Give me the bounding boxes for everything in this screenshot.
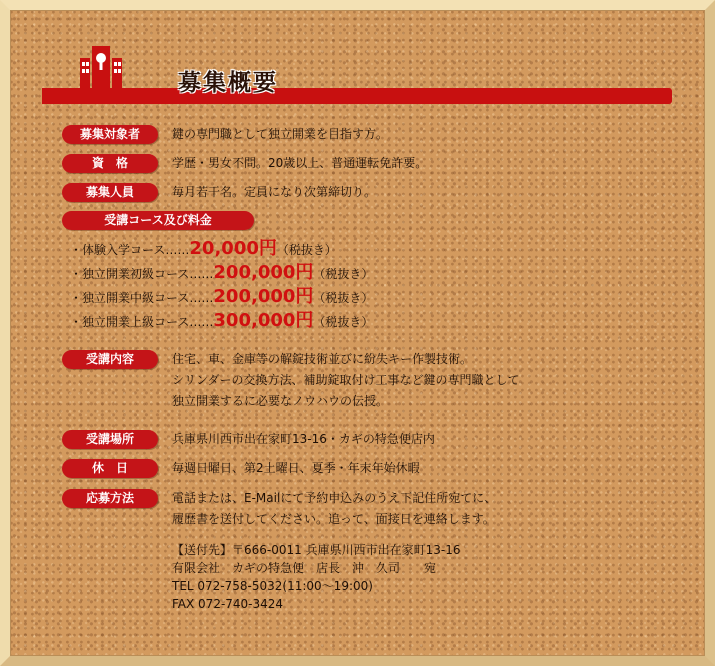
content-line: 独立開業するに必要なノウハウの伝授。 — [172, 394, 389, 408]
building-icon — [80, 46, 122, 90]
label-qualification: 資 格 — [62, 154, 158, 173]
value-content — [172, 349, 520, 412]
course-price: 200,000円 — [213, 262, 314, 283]
value-target: 鍵の専門職として独立開業を目指す方。 — [172, 127, 389, 141]
course-price: 200,000円 — [213, 286, 314, 307]
content-line: シリンダーの交換方法、補助錠取付け工事など鍵の専門職として — [172, 373, 520, 387]
course-tax: （税抜き） — [313, 315, 374, 329]
content-line: 住宅、車、金庫等の解錠技術並びに紛失キー作製技術。 — [172, 352, 473, 366]
address-line: 【送付先】〒666-0011 兵庫県川西市出在家町13-16 — [172, 543, 461, 557]
course-name: ・体験入学コース…… — [70, 243, 190, 257]
value-holiday: 毎週日曜日、第2土曜日、夏季・年末年始休暇 — [172, 461, 420, 475]
course-tax: （税抜き） — [313, 291, 374, 305]
address-line: 有限会社 カギの特急便 店長 沖 久司 宛 — [172, 561, 437, 575]
course-name: ・独立開業中級コース…… — [70, 291, 214, 305]
course-item — [70, 310, 373, 333]
value-place: 兵庫県川西市出在家町13-16・カギの特急便店内 — [172, 432, 435, 446]
course-item — [70, 286, 373, 309]
course-tax: （税抜き） — [276, 243, 337, 257]
course-price: 300,000円 — [213, 310, 314, 331]
mailing-address — [172, 541, 460, 613]
course-tax: （税抜き） — [313, 267, 374, 281]
value-qualification: 学歴・男女不問。20歳以上、普通運転免許要。 — [172, 156, 428, 170]
label-recruit: 募集人員 — [62, 183, 158, 202]
course-name: ・独立開業上級コース…… — [70, 315, 214, 329]
course-item — [70, 238, 337, 261]
course-price: 20,000円 — [189, 238, 277, 259]
phone-number: TEL 072-758-5032(11:00～19:00) — [172, 579, 373, 593]
header-red-bar — [42, 88, 672, 104]
label-place: 受講場所 — [62, 430, 158, 449]
page-title: 募集概要 — [178, 70, 278, 96]
fax-number: FAX 072-740-3424 — [172, 597, 284, 611]
course-name: ・独立開業初級コース…… — [70, 267, 214, 281]
label-holiday: 休 日 — [62, 459, 158, 478]
label-apply: 応募方法 — [62, 489, 158, 508]
value-recruit: 毎月若干名。定員になり次第締切り。 — [172, 185, 377, 199]
label-target: 募集対象者 — [62, 125, 158, 144]
label-course-fee: 受講コース及び料金 — [62, 211, 254, 230]
course-item — [70, 262, 373, 285]
apply-line: 履歴書を送付してください。追って、面接日を連絡します。 — [172, 512, 495, 526]
label-content: 受講内容 — [62, 350, 158, 369]
apply-line: 電話または、E-Mailにて予約申込みのうえ下記住所宛てに、 — [172, 491, 497, 505]
value-apply — [172, 488, 496, 530]
